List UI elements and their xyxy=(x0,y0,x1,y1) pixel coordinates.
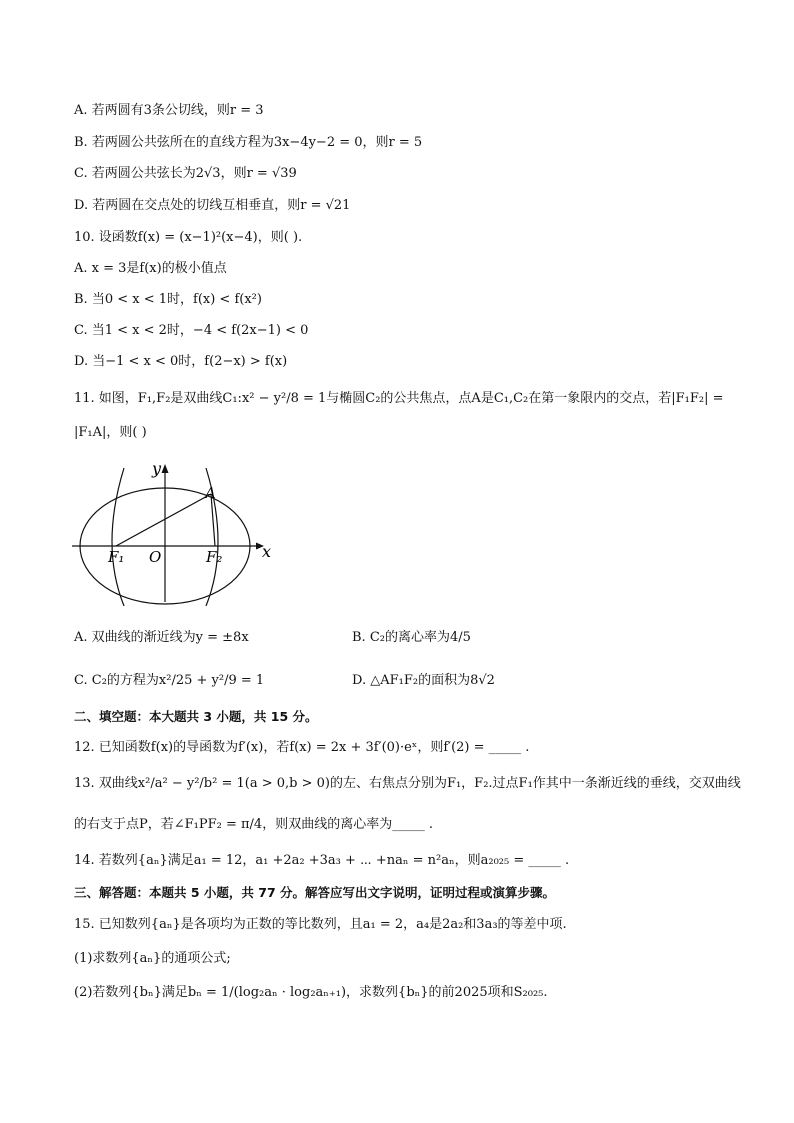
q11-option-b: B. C₂的离心率为4/5 xyxy=(352,630,471,645)
q10-stem: 10. 设函数f(x) = (x−1)²(x−4)，则( ). xyxy=(74,230,303,245)
q9-option-b: B. 若两圆公共弦所在的直线方程为3x−4y−2 = 0，则r = 5 xyxy=(74,135,423,150)
q10-option-b: B. 当0 < x < 1时，f(x) < f(x²) xyxy=(74,292,262,307)
q10-option-c: C. 当1 < x < 2时，−4 < f(2x−1) < 0 xyxy=(74,323,309,338)
q9-option-c: C. 若两圆公共弦长为2√3，则r = √39 xyxy=(74,166,297,181)
q10-option-a: A. x = 3是f(x)的极小值点 xyxy=(74,261,227,276)
ellipse-hyperbola-figure xyxy=(72,456,292,606)
figure-label-x: x xyxy=(262,542,272,561)
q15-part2: (2)若数列{bₙ}满足bₙ = 1/(log₂aₙ · log₂aₙ₊₁)，求数列{bₙ}的前2025项和S₂₀₂₅. xyxy=(74,985,548,1000)
figure-label-a: A xyxy=(205,484,216,502)
figure-label-y: y xyxy=(152,459,162,478)
q11-option-a: A. 双曲线的渐近线为y = ±8x xyxy=(74,630,249,645)
q15-part1: (1)求数列{aₙ}的通项公式; xyxy=(74,951,231,966)
q10-option-d: D. 当−1 < x < 0时，f(2−x) > f(x) xyxy=(74,354,288,369)
q11-stem-line2: |F₁A|，则( ) xyxy=(74,425,147,440)
section-solve-heading: 三、解答题：本题共 5 小题，共 77 分。解答应写出文字说明，证明过程或演算步骤。 xyxy=(74,885,556,900)
q12: 12. 已知函数f(x)的导函数为f′(x)，若f(x) = 2x + 3f′(0)·eˣ，则f′(2) = _____ . xyxy=(74,740,530,755)
figure-label-f2: F₂ xyxy=(206,548,223,566)
q11-option-d: D. △AF₁F₂的面积为8√2 xyxy=(352,673,495,688)
q11-option-c: C. C₂的方程为x²/25 + y²/9 = 1 xyxy=(74,673,265,688)
figure-label-o: O xyxy=(149,548,162,566)
section-fill-in-heading: 二、填空题：本大题共 3 小题，共 15 分。 xyxy=(74,709,318,724)
q9-option-a: A. 若两圆有3条公切线，则r = 3 xyxy=(74,103,264,118)
q9-option-d: D. 若两圆在交点处的切线互相垂直，则r = √21 xyxy=(74,198,351,213)
q14: 14. 若数列{aₙ}满足a₁ = 12，a₁ +2a₂ +3a₃ + ⋯ +naₙ = n²aₙ，则a₂₀₂₅ = _____ . xyxy=(74,853,570,868)
q13-line2: 的右支于点P，若∠F₁PF₂ = π/4，则双曲线的离心率为_____ . xyxy=(74,817,433,832)
q13-line1: 13. 双曲线x²/a² − y²/b² = 1(a > 0,b > 0)的左、右焦点分别为F₁，F₂.过点F₁作其中一条渐近线的垂线，交双曲线 xyxy=(74,776,741,791)
q15-stem: 15. 已知数列{aₙ}是各项均为正数的等比数列，且a₁ = 2，a₄是2a₂和3a₃的等差中项. xyxy=(74,917,567,932)
figure-label-f1: F₁ xyxy=(108,548,125,566)
q11-stem-line1: 11. 如图，F₁,F₂是双曲线C₁:x² − y²/8 = 1与椭圆C₂的公共焦点，点A是C₁,C₂在第一象限内的交点，若|F₁F₂| = xyxy=(74,391,724,406)
